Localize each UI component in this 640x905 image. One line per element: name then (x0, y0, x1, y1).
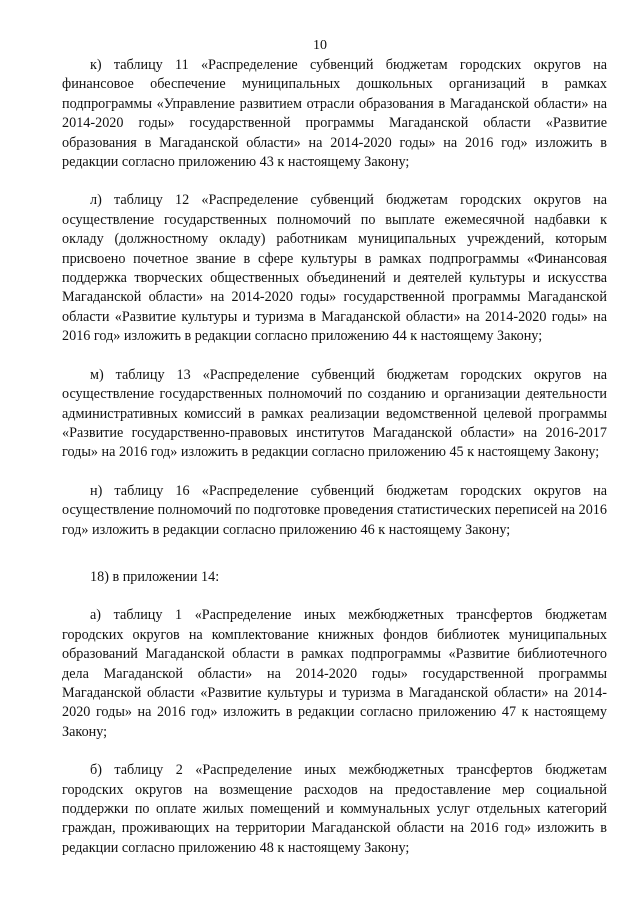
paragraph-m-table-13: м) таблицу 13 «Распределение субвенций бюджетам городских округов на осуществление государственных полномочий по созданию и организации деятельности административных комиссий в рамках реализации ведомственной целевой программы «Развитие государственно-правовых институтов Магаданской области» на 2016-2017 годы» на 2016 год» изложить в редакции согласно приложению 45 к настоящему Закону; (62, 366, 607, 461)
paragraph-n-table-16: н) таблицу 16 «Распределение субвенций бюджетам городских округов на осуществление полномочий по подготовке проведения статистических переписей на 2016 год» изложить в редакции согласно приложению 46 к настоящему Закону; (62, 482, 607, 538)
document-body (62, 56, 607, 858)
paragraph-l-table-12: л) таблицу 12 «Распределение субвенций бюджетам городских округов на осуществление государственных полномочий по выплате ежемесячной надбавки к окладу (должностному окладу) работникам муниципальных учреждений, которым присвоено почетное звание в сфере культуры в рамках подпрограммы «Финансовая поддержка творческих общественных объединений и деятелей культуры и искусства Магаданской области» на 2014-2020 годы» государственной программы Магаданской области «Развитие культуры и туризма в Магаданской области» на 2014-2020 годы» на 2016 год» изложить в редакции согласно приложению 44 к настоящему Закону; (62, 192, 607, 345)
paragraph-b-table-2: б) таблицу 2 «Распределение иных межбюджетных трансфертов бюджетам городских округов на возмещение расходов на предоставление мер социальной поддержки по оплате жилых помещений и коммунальных услуг отдельных категорий граждан, проживающих на территории Магаданской области на 2016 год» изложить в редакции согласно приложению 48 к настоящему Закону; (62, 762, 607, 856)
paragraph-k-table-11: к) таблицу 11 «Распределение субвенций бюджетам городских округов на финансовое обеспечение муниципальных дошкольных организаций в рамках подпрограммы «Управление развитием отрасли образования в Магаданской области» на 2014-2020 годы» государственной программы Магаданской области «Развитие образования в Магаданской области» на 2014-2020 годы» на 2016 год» изложить в редакции согласно приложению 43 к настоящему Закону; (62, 57, 607, 171)
paragraph-a-table-1: а) таблицу 1 «Распределение иных межбюджетных трансфертов бюджетам городских округов на комплектование книжных фондов библиотек муниципальных образований Магаданской области в рамках подпрограммы «Развитие библиотечного дела Магаданской области» на 2014-2020 годы» государственной программы Магаданской области «Развитие культуры и туризма в Магаданской области» на 2014-2020 годы» на 2016 год» изложить в редакции согласно приложению 47 к настоящему Закону; (62, 607, 607, 740)
section-heading-appendix-14: 18) в приложении 14: (90, 568, 220, 585)
page-number: 10 (313, 38, 327, 53)
